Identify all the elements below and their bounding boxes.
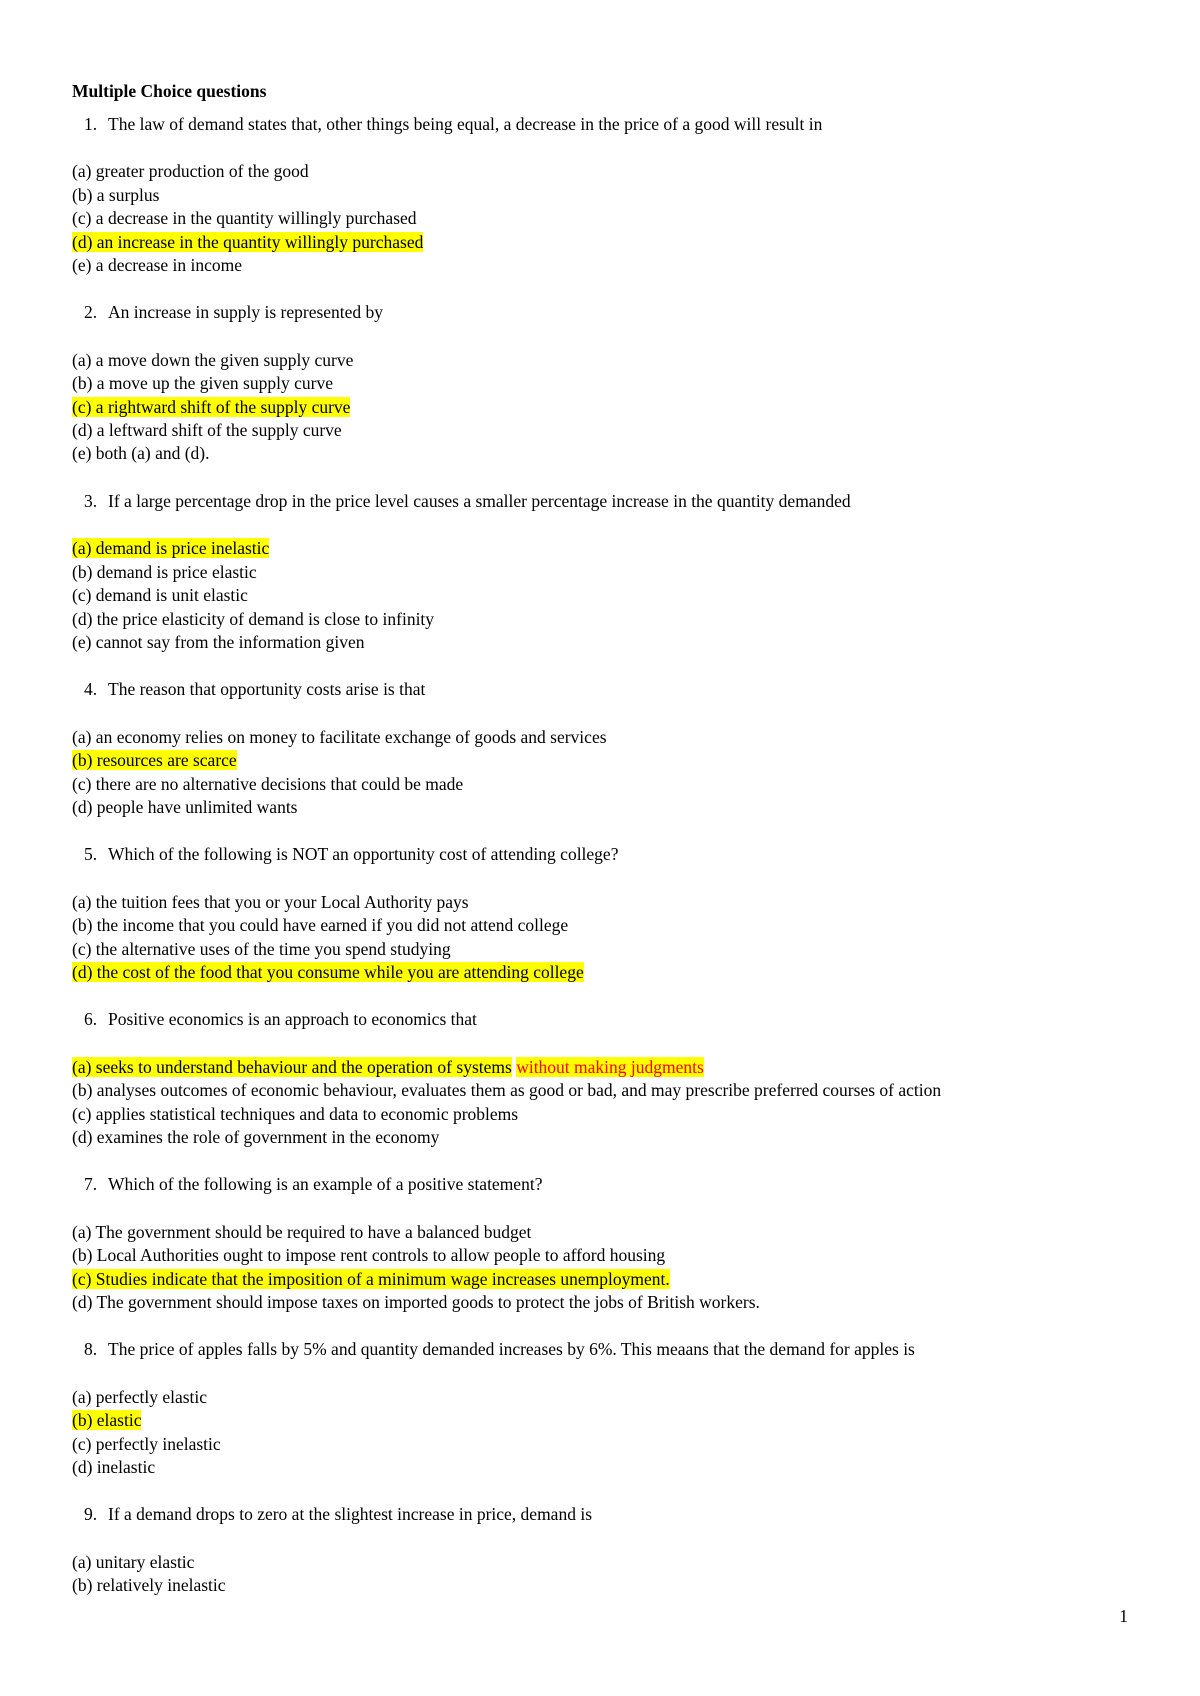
answer-option xyxy=(72,796,1132,819)
answer-text: (b) a surplus xyxy=(72,184,160,205)
answer-text: (d) examines the role of government in the economy xyxy=(72,1127,440,1147)
answer-text: (a) unitary elastic xyxy=(72,1551,195,1572)
answer-option xyxy=(72,1221,1132,1244)
answer-option xyxy=(72,537,1132,560)
answer-options xyxy=(72,726,1132,820)
question-text: Which of the following is NOT an opportunity cost of attending college? xyxy=(108,844,619,865)
question-7 xyxy=(72,1173,1132,1196)
answer-text: (c) applies statistical techniques and data to economic problems xyxy=(72,1103,519,1124)
answer-text: (b) demand is price elastic xyxy=(72,561,257,582)
answer-text: (b) the income that you could have earned if you did not attend college xyxy=(72,915,569,936)
answer-text: (a) perfectly elastic xyxy=(72,1386,208,1407)
answer-options xyxy=(72,537,1132,654)
answer-options xyxy=(72,160,1132,277)
question-1 xyxy=(72,113,1132,136)
answer-text: (d) the price elasticity of demand is close to infinity xyxy=(72,608,435,629)
question-text: The reason that opportunity costs arise is that xyxy=(108,679,426,700)
answer-text: (b) analyses outcomes of economic behaviour, evaluates them as good or bad, and may prescribe preferred courses of action xyxy=(72,1080,942,1101)
highlighted-answer: (b) elastic xyxy=(72,1410,142,1431)
answer-text: (e) cannot say from the information given xyxy=(72,631,365,652)
question-4 xyxy=(72,678,1132,701)
question-number: 2. xyxy=(84,302,98,323)
question-number: 6. xyxy=(84,1009,98,1030)
answer-option xyxy=(72,773,1132,796)
question-text: The law of demand states that, other things being equal, a decrease in the price of a good will result in xyxy=(108,114,823,134)
answer-text: (c) demand is unit elastic xyxy=(72,585,248,606)
question-text: If a demand drops to zero at the slightest increase in price, demand is xyxy=(108,1504,593,1525)
answer-text: (c) the alternative uses of the time you spend studying xyxy=(72,938,451,959)
answer-option xyxy=(72,254,1132,277)
highlighted-answer: (b) resources are scarce xyxy=(72,750,237,771)
answer-option xyxy=(72,184,1132,207)
answer-option xyxy=(72,1126,1132,1149)
answer-option xyxy=(72,1551,1132,1574)
answer-option xyxy=(72,914,1132,937)
question-number: 9. xyxy=(84,1504,98,1525)
answer-option xyxy=(72,961,1132,984)
answer-options xyxy=(72,1056,1132,1150)
answer-option xyxy=(72,160,1132,183)
answer-option xyxy=(72,1079,1132,1102)
question-number: 7. xyxy=(84,1174,98,1195)
question-text: If a large percentage drop in the price level causes a smaller percentage increase in the quantity demanded xyxy=(108,490,851,511)
answer-option xyxy=(72,1409,1132,1432)
red-annotation: without making judgments xyxy=(516,1056,704,1077)
highlighted-answer: (d) the cost of the food that you consume while you are attending college xyxy=(72,961,584,982)
answer-option xyxy=(72,749,1132,772)
question-number: 8. xyxy=(84,1339,98,1360)
answer-option xyxy=(72,1386,1132,1409)
answer-option xyxy=(72,584,1132,607)
answer-text: (d) a leftward shift of the supply curve xyxy=(72,420,342,441)
answer-text: (b) Local Authorities ought to impose rent controls to allow people to afford housing xyxy=(72,1245,666,1266)
question-text: The price of apples falls by 5% and quantity demanded increases by 6%. This meaans that the demand for apples is xyxy=(108,1339,915,1360)
answer-option xyxy=(72,891,1132,914)
answer-option xyxy=(72,231,1132,254)
answer-option xyxy=(72,419,1132,442)
question-list xyxy=(72,113,1132,1598)
answer-option xyxy=(72,1574,1132,1597)
answer-option xyxy=(72,1433,1132,1456)
answer-options xyxy=(72,1551,1132,1598)
highlighted-answer: (a) seeks to understand behaviour and the operation of systems xyxy=(72,1056,512,1077)
answer-option xyxy=(72,207,1132,230)
question-number: 1. xyxy=(84,114,98,134)
answer-options xyxy=(72,1386,1132,1480)
answer-text: (a) a move down the given supply curve xyxy=(72,349,354,370)
answer-text: (c) there are no alternative decisions that could be made xyxy=(72,773,464,794)
answer-text: (a) an economy relies on money to facilitate exchange of goods and services xyxy=(72,726,607,747)
answer-option xyxy=(72,372,1132,395)
answer-text: (a) greater production of the good xyxy=(72,161,309,182)
answer-option xyxy=(72,442,1132,465)
answer-options xyxy=(72,891,1132,985)
question-2 xyxy=(72,301,1132,324)
answer-option xyxy=(72,938,1132,961)
answer-option xyxy=(72,396,1132,419)
answer-text: (b) relatively inelastic xyxy=(72,1575,226,1596)
question-9 xyxy=(72,1503,1132,1526)
answer-option xyxy=(72,1103,1132,1126)
page-title: Multiple Choice questions xyxy=(72,81,267,101)
question-number: 3. xyxy=(84,490,98,511)
page-number: 1 xyxy=(1119,1606,1128,1626)
answer-option xyxy=(72,349,1132,372)
answer-options xyxy=(72,349,1132,466)
highlighted-answer: (a) demand is price inelastic xyxy=(72,538,270,559)
highlighted-answer: (c) a rightward shift of the supply curve xyxy=(72,396,351,417)
answer-option xyxy=(72,561,1132,584)
question-number: 4. xyxy=(84,679,98,700)
answer-text: (d) The government should impose taxes on imported goods to protect the jobs of British workers. xyxy=(72,1292,760,1313)
answer-text: (b) a move up the given supply curve xyxy=(72,373,333,394)
answer-text: (a) the tuition fees that you or your Local Authority pays xyxy=(72,891,469,912)
answer-text: (d) people have unlimited wants xyxy=(72,796,298,817)
document-page xyxy=(72,80,1132,1598)
answer-text: (c) perfectly inelastic xyxy=(72,1433,221,1454)
question-text: Which of the following is an example of a positive statement? xyxy=(108,1174,543,1195)
highlighted-answer: (c) Studies indicate that the imposition of a minimum wage increases unemployment. xyxy=(72,1268,670,1289)
answer-options xyxy=(72,1221,1132,1315)
question-text: An increase in supply is represented by xyxy=(108,302,384,323)
answer-option xyxy=(72,1244,1132,1267)
highlighted-answer: (d) an increase in the quantity willingly purchased xyxy=(72,231,424,252)
question-5 xyxy=(72,843,1132,866)
answer-option xyxy=(72,1268,1132,1291)
answer-option xyxy=(72,631,1132,654)
answer-text: (e) both (a) and (d). xyxy=(72,443,210,464)
answer-text: (c) a decrease in the quantity willingly purchased xyxy=(72,208,417,229)
answer-option xyxy=(72,1456,1132,1479)
question-3 xyxy=(72,490,1132,513)
question-8 xyxy=(72,1338,1132,1361)
answer-option xyxy=(72,1291,1132,1314)
answer-option xyxy=(72,1056,1132,1079)
answer-option xyxy=(72,726,1132,749)
question-text: Positive economics is an approach to economics that xyxy=(108,1009,477,1030)
question-number: 5. xyxy=(84,844,98,865)
answer-option xyxy=(72,608,1132,631)
question-6 xyxy=(72,1008,1132,1031)
answer-text: (a) The government should be required to have a balanced budget xyxy=(72,1221,532,1242)
answer-text: (d) inelastic xyxy=(72,1457,156,1478)
answer-text: (e) a decrease in income xyxy=(72,255,243,276)
